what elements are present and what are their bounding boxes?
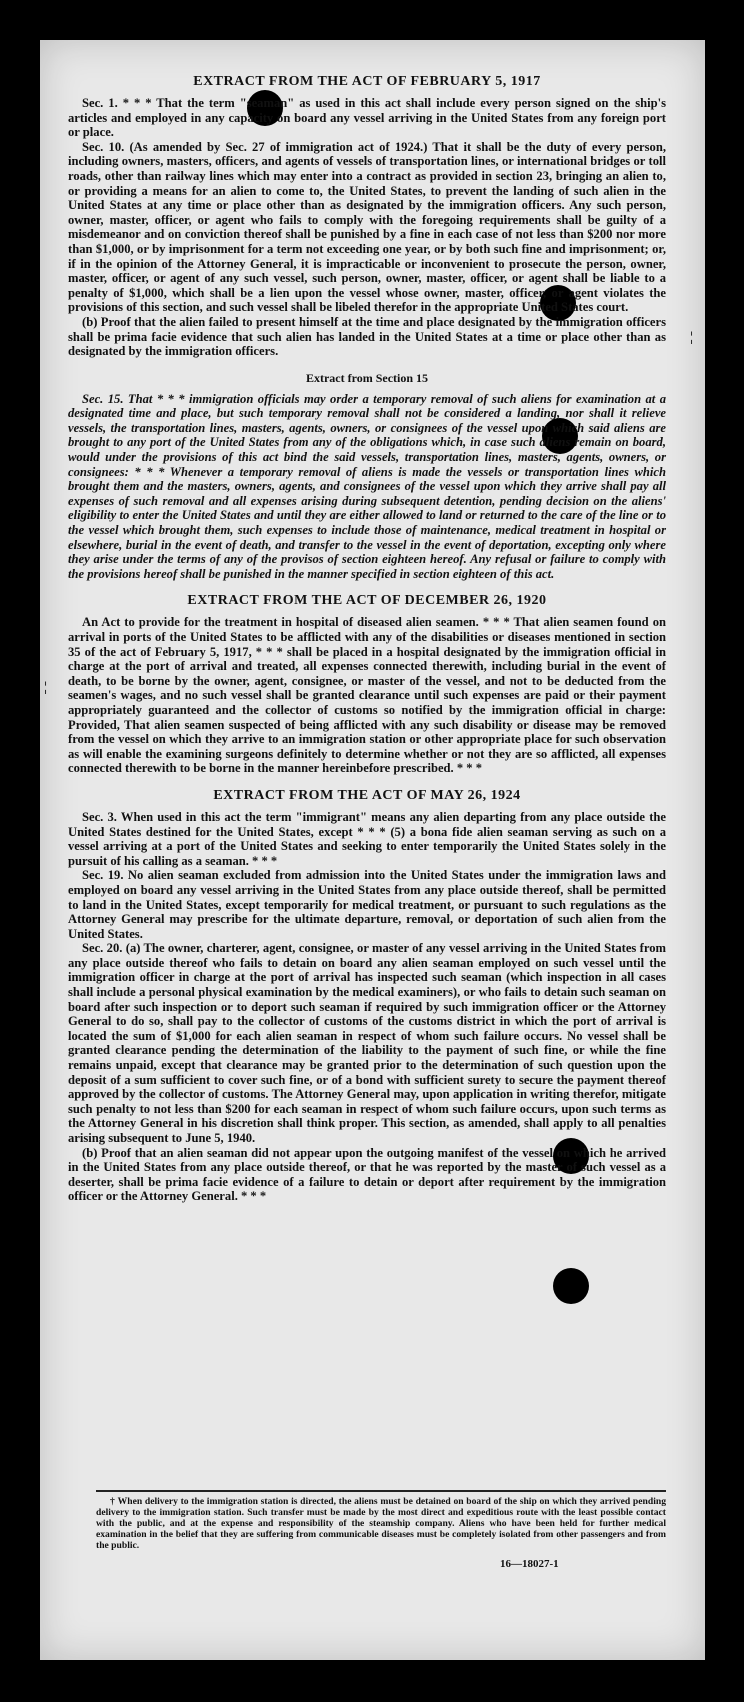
footnote-rule bbox=[96, 1490, 666, 1492]
footnote-block bbox=[96, 1490, 666, 1551]
section-15-text: Sec. 15. That * * * immigration officials may order a temporary removal of such aliens for examination at a designated time and place, but such temporary removal shall not be considered a landing, nor shall it relieve vessels, the transportation lines, masters, agents, owners, or consignees of the vessel upon which said aliens are brought to any port of the United States from any of the obligations which, in case such aliens remain on board, would under the provisions of this act bind the said vessels, transportation lines, masters, agents, owners, or consignees: * * * Whenever a temporary removal of aliens is made the vessels or transportation lines which brought them and the masters, owners, agents, and consignees of the vessel upon which they arrive shall pay all expenses of such removal and all expenses arising during subsequent detention, pending decision on the aliens' eligibility to enter the United States and until they are either allowed to land or returned to the care of the line or to the vessel which brought them, such expenses to include those of maintenance, medical treatment in hospital or elsewhere, burial in the event of death, and transfer to the vessel in the event of deportation, excepting only where they arise under the terms of any of the provisos of section eighteen hereof. Any refusal or failure to comply with the provisions hereof shall be punished in the manner specified in section eighteen of this act. bbox=[68, 391, 666, 581]
document-body bbox=[68, 74, 666, 1216]
footnote-text: † When delivery to the immigration station is directed, the aliens must be detained on board of the ship on which they arrived pending delivery to the immigration station. Such transfer must be made by the most direct and expeditious route with the least possible contact with the public, and at the expense and responsibility of the steamship company. Aliens who have been held for further medical examination in the belief that they are suffering from communicable diseases must be completely isolated from other passengers and from the public. bbox=[96, 1496, 666, 1551]
section-10-text: Sec. 10. (As amended by Sec. 27 of immigration act of 1924.) That it shall be the duty of every person, including owners, masters, officers, and agents of vessels of transportation lines, or international bridges or toll roads, other than railway lines which may enter into a contract as provided in section 23, bringing an alien to, or providing a means for an alien to come to, the United States, to prevent the landing of such alien in the United States at any time or place other than as designated by the immigration officers. Any such person, owner, master, officer, or agent who fails to comply with the foregoing requirements shall be guilty of a misdemeanor and on conviction thereof shall be punished by a fine in each case of not less than $200 nor more than $1,000, or by imprisonment for a term not exceeding one year, or by both such fine and imprisonment; or, if in the opinion of the Attorney General, it is impracticable or inconvenient to prosecute the person, owner, master, officer, or agent of any such vessel, such person, owner, master, officer, or agent shall be liable to a penalty of $1,000, which shall be a lien upon the vessel whose owner, master, officer, or agent violates the provisions of this section, and such vessel shall be libeled therefor in the appropriate United States court. bbox=[68, 139, 666, 315]
margin-mark: ¦ bbox=[690, 330, 694, 345]
section-15-block bbox=[68, 371, 666, 582]
act-1924-heading: EXTRACT FROM THE ACT OF MAY 26, 1924 bbox=[213, 787, 521, 803]
section-20b-text: (b) Proof that an alien seaman did not appear upon the outgoing manifest of the vessel on which he arrived in the United States from any place outside thereof, or that he was reported by the master of such vessel as a deserter, shall be prima facie evidence of a failure to detain or deport after requirement by the immigration officer or the Attorney General. * * * bbox=[68, 1145, 666, 1204]
section-1-text: Sec. 1. * * * That the term "seaman" as used in this act shall include every person signed on the ship's articles and employed in any capacity on board any vessel arriving in the United States from any foreign port or place. bbox=[68, 96, 666, 140]
act-1920-section bbox=[68, 593, 666, 776]
document-page bbox=[40, 40, 705, 1660]
punch-hole bbox=[553, 1268, 589, 1304]
act-1917-section bbox=[68, 74, 666, 359]
act-1917-heading: EXTRACT FROM THE ACT OF FEBRUARY 5, 1917 bbox=[193, 74, 541, 89]
form-number: 16—18027-1 bbox=[500, 1558, 559, 1570]
act-1920-heading: EXTRACT FROM THE ACT OF DECEMBER 26, 1920 bbox=[187, 593, 547, 609]
margin-mark: ¦ bbox=[44, 680, 48, 695]
section-19-text: Sec. 19. No alien seaman excluded from admission into the United States under the immigration laws and employed on board any vessel arriving in the United States from any place outside thereof, shall be permitted to land in the United States, except temporarily for medical treatment, or pursuant to such regulations as the Attorney General may prescribe for the ultimate departure, removal, or deportation of such alien from the United States. bbox=[68, 868, 666, 941]
act-1920-text: An Act to provide for the treatment in hospital of diseased alien seamen. * * * That alien seamen found on arrival in ports of the United States to be afflicted with any of the disabilities or diseases mentioned in section 35 of the act of February 5, 1917, * * * shall be placed in a hospital designated by the immigration official in charge at the port of arrival and treated, all expenses connected therewith, including burial in the event of death, to be borne by the owner, agent, consignee, or master of the vessel, and not to be deducted from the seamen's wages, and no such vessel shall be granted clearance until such expenses are paid or their payment appropriately guaranteed and the collector of customs so notified by the immigration official in charge: Provided, That alien seamen suspected of being afflicted with any such disability or disease may be removed from the vessel on which they arrive to an immigration station or other appropriate place for such observation as will enable the examining surgeons definitely to determine whether or not they are so afflicted, all expenses connected therewith to be borne in the manner hereinbefore prescribed. * * * bbox=[68, 615, 666, 776]
section-15-heading: Extract from Section 15 bbox=[305, 370, 429, 385]
act-1924-section bbox=[68, 788, 666, 1204]
section-3-text: Sec. 3. When used in this act the term "immigrant" means any alien departing from any place outside the United States destined for the United States, except * * * (5) a bona fide alien seaman serving as such on a vessel arriving at a port of the United States and seeking to enter temporarily the United States solely in the pursuit of his calling as a seaman. * * * bbox=[68, 809, 666, 868]
section-20a-text: Sec. 20. (a) The owner, charterer, agent, consignee, or master of any vessel arriving in the United States from any place outside thereof who fails to detain on board any alien seaman employed on such vessel until the immigration officer in charge at the port of arrival has inspected such seaman (which inspection in all cases shall include a personal physical examination by the medical examiners), or who fails to detain such seaman on board after such inspection or to deport such seaman if required by such immigration officer or the Attorney General to do so, shall pay to the collector of customs of the customs district in which the port of arrival is located the sum of $1,000 for each alien seaman in respect of whom such failure occurs. No vessel shall be granted clearance pending the determination of the liability to the payment of such fine, or while the fine remains unpaid, except that clearance may be granted prior to the determination of such question upon the deposit of a sum sufficient to cover such fine, or of a bond with sufficient surety to secure the payment thereof approved by the collector of customs. The Attorney General may, upon application in writing therefor, mitigate such penalty to not less than $200 for each seaman in respect of whom such failure occurs, upon such terms as the Attorney General in his discretion shall think proper. This section, as amended, shall apply to all penalties arising subsequent to June 5, 1940. bbox=[68, 941, 666, 1145]
section-10b-text: (b) Proof that the alien failed to present himself at the time and place designated by the immigration officers shall be prima facie evidence that such alien has landed in the United States at a time or place other than as designated by the immigration officers. bbox=[68, 314, 666, 359]
